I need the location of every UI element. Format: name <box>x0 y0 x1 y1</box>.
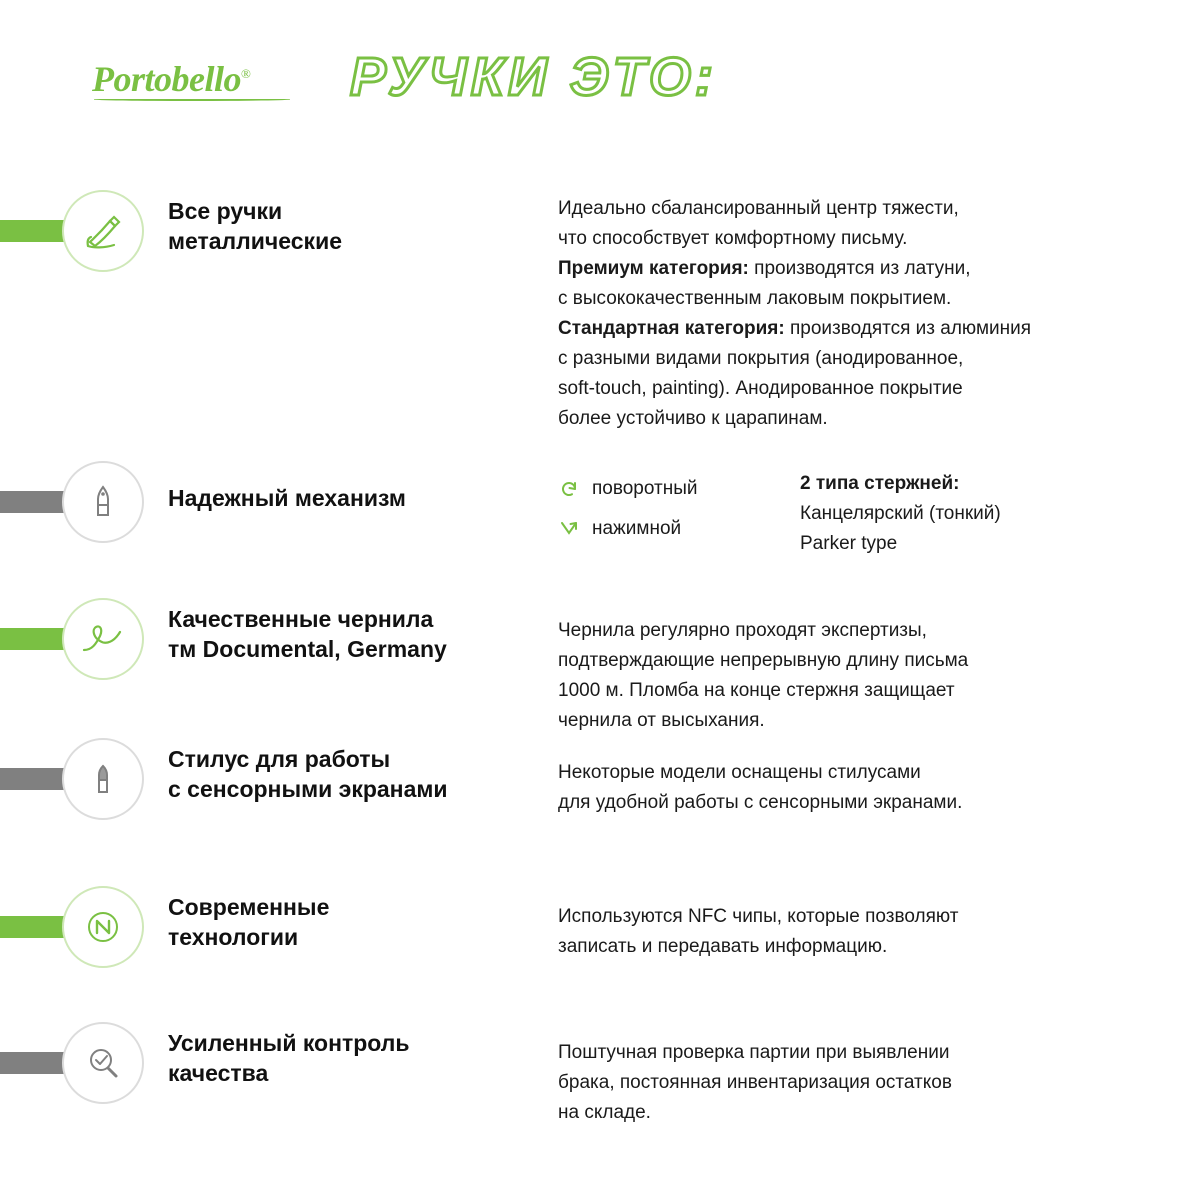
feature-title-l1: Качественные чернила <box>168 606 434 632</box>
brand-logo <box>92 54 312 106</box>
page-title: РУЧКИ ЭТО: <box>350 47 717 107</box>
refill-types-heading: 2 типа стержней: <box>800 473 960 494</box>
pen-tip-icon <box>62 461 144 543</box>
feature-body: Некоторые модели оснащены стилусами для удобной работы с сенсорными экранами. <box>558 762 963 813</box>
brand-name-text: Portobello <box>92 59 241 99</box>
feature-title-l2: качества <box>168 1060 269 1086</box>
feature-title-l2: технологии <box>168 924 299 950</box>
mechanism-options <box>558 469 788 549</box>
mechanism-option-label: поворотный <box>592 478 698 499</box>
stylus-tip-icon <box>62 738 144 820</box>
feature-title-l2: с сенсорными экранами <box>168 776 448 802</box>
press-arrow-icon <box>558 518 580 540</box>
feature-title-l2: металлические <box>168 228 342 254</box>
nfc-icon <box>62 886 144 968</box>
page-header <box>0 46 1200 116</box>
feature-title-l2: тм Documental, Germany <box>168 636 447 662</box>
feature-body: Идеально сбалансированный центр тяжести, что способствует комфортному письму. Премиум категория: производятся из латуни, с высококачественным лаковым покрытием. Стандартная категория: производятся из алюминия с разными видами покрытия (анодированное, soft-touch, painting). Анодированное покрытие более устойчиво к царапинам. <box>558 198 1032 429</box>
brand-underline <box>94 98 290 101</box>
feature-title: Надежный механизм <box>168 485 406 511</box>
feature-title-l1: Современные <box>168 894 330 920</box>
refill-type-item: Канцелярский (тонкий) <box>800 503 1001 524</box>
feature-body: Используются NFC чипы, которые позволяют записать и передавать информацию. <box>558 906 959 957</box>
registered-mark: ® <box>240 66 251 81</box>
feature-title-l1: Стилус для работы <box>168 746 391 772</box>
mechanism-option-press <box>558 509 788 549</box>
feature-title <box>168 196 548 256</box>
refill-type-item: Parker type <box>800 533 898 554</box>
feature-title <box>168 1028 548 1088</box>
magnifier-check-icon <box>62 1022 144 1104</box>
ink-scribble-icon <box>62 598 144 680</box>
feature-body: Поштучная проверка партии при выявлении брака, постоянная инвентаризация остатков на складе. <box>558 1042 952 1123</box>
mechanism-option-rotate <box>558 469 788 509</box>
rotate-arrow-icon <box>558 478 580 500</box>
mechanism-option-label: нажимной <box>592 518 682 539</box>
feature-title <box>168 604 548 664</box>
feature-title <box>168 744 548 804</box>
feature-title-l1: Усиленный контроль <box>168 1030 410 1056</box>
brand-name <box>92 54 312 99</box>
feature-body: Чернила регулярно проходят экспертизы, подтверждающие непрерывную длину письма 1000 м. Пломба на конце стержня защищает чернила от высыхания. <box>558 620 969 731</box>
refill-types <box>800 469 1180 559</box>
feature-title <box>168 892 548 952</box>
hand-writing-pen-icon <box>62 190 144 272</box>
feature-title-l1: Все ручки <box>168 198 283 224</box>
